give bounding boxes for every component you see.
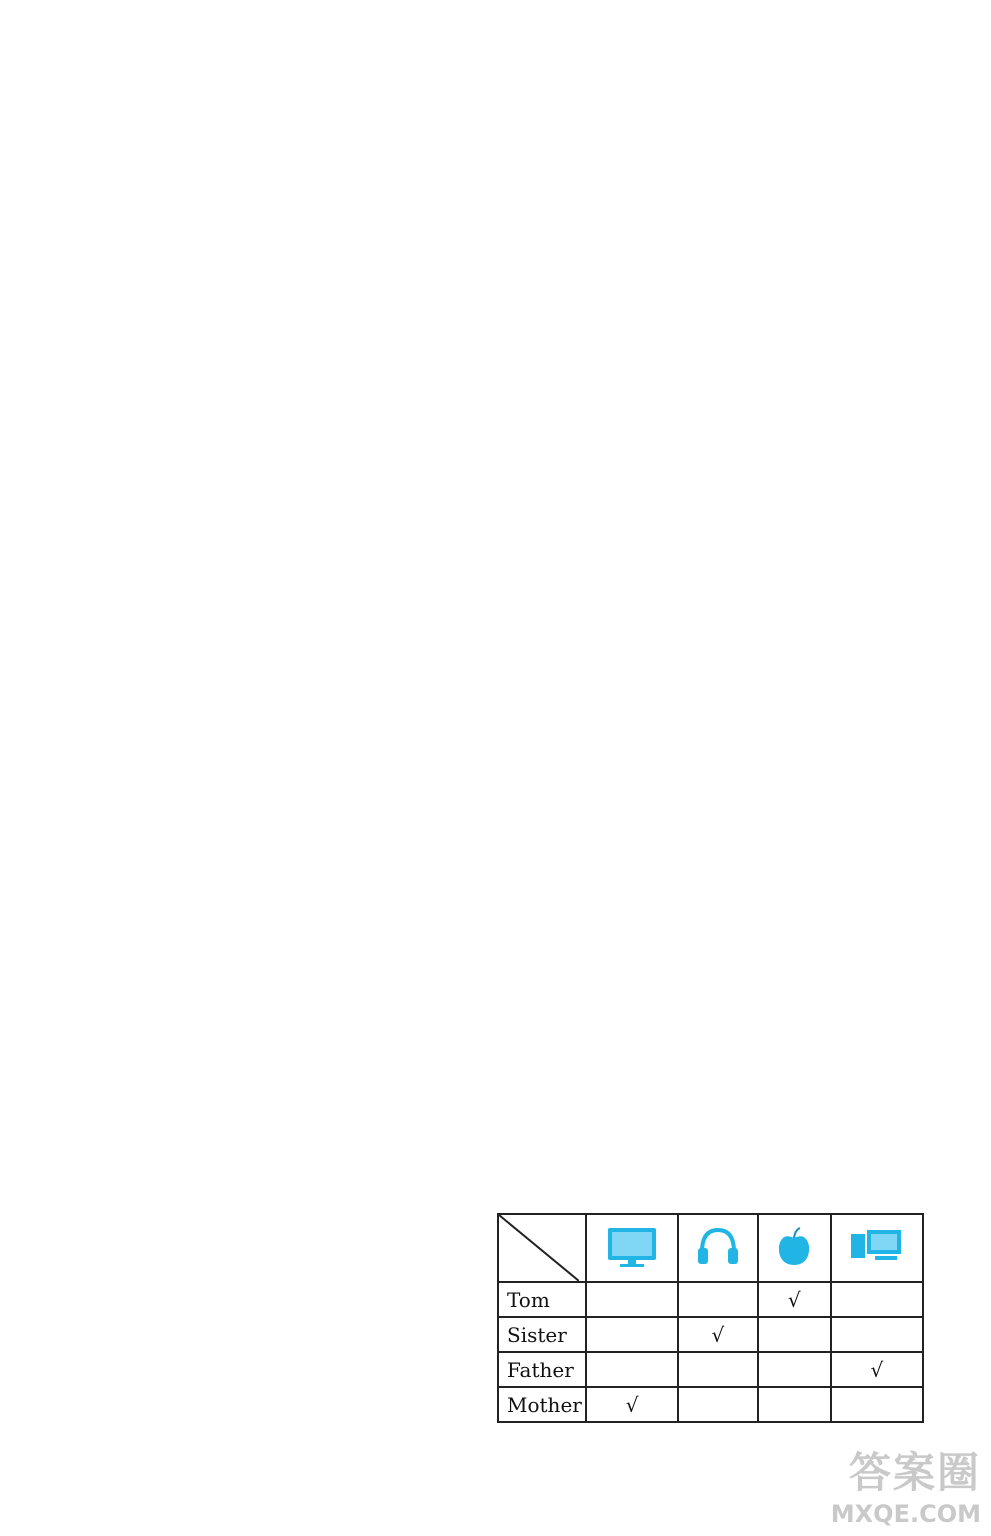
- row-name: Father: [498, 1352, 586, 1387]
- table-row: [498, 1352, 923, 1387]
- mark-cell: √: [758, 1282, 831, 1317]
- table-header-row: [498, 1214, 923, 1282]
- watermark: [831, 1440, 981, 1528]
- mark-cell: [678, 1387, 757, 1422]
- mark-cell: √: [831, 1352, 923, 1387]
- row-name: Tom: [498, 1282, 586, 1317]
- mark-cell: [758, 1352, 831, 1387]
- mark-cell: [758, 1387, 831, 1422]
- table-row: [498, 1282, 923, 1317]
- mark-cell: √: [586, 1387, 678, 1422]
- headphones-icon: [678, 1214, 757, 1282]
- table-row: [498, 1387, 923, 1422]
- diagonal-line: [499, 1215, 579, 1281]
- mark-cell: [831, 1282, 923, 1317]
- mark-cell: [678, 1282, 757, 1317]
- mark-cell: [586, 1352, 678, 1387]
- mark-cell: [831, 1387, 923, 1422]
- diagonal-header-cell: [498, 1214, 586, 1282]
- watermark-logo: 答案圈: [848, 1448, 981, 1497]
- table-row: [498, 1317, 923, 1352]
- mark-cell: √: [678, 1317, 757, 1352]
- mark-cell: [586, 1317, 678, 1352]
- mark-cell: [758, 1317, 831, 1352]
- mark-cell: [678, 1352, 757, 1387]
- mark-cell: [586, 1282, 678, 1317]
- apple-icon: [758, 1214, 831, 1282]
- mark-cell: [831, 1317, 923, 1352]
- row-name: Sister: [498, 1317, 586, 1352]
- row-name: Mother: [498, 1387, 586, 1422]
- preference-table: [497, 1213, 924, 1423]
- tv-icon: [586, 1214, 678, 1282]
- computer-icon: [831, 1214, 923, 1282]
- watermark-url: MXQE.COM: [830, 1500, 981, 1528]
